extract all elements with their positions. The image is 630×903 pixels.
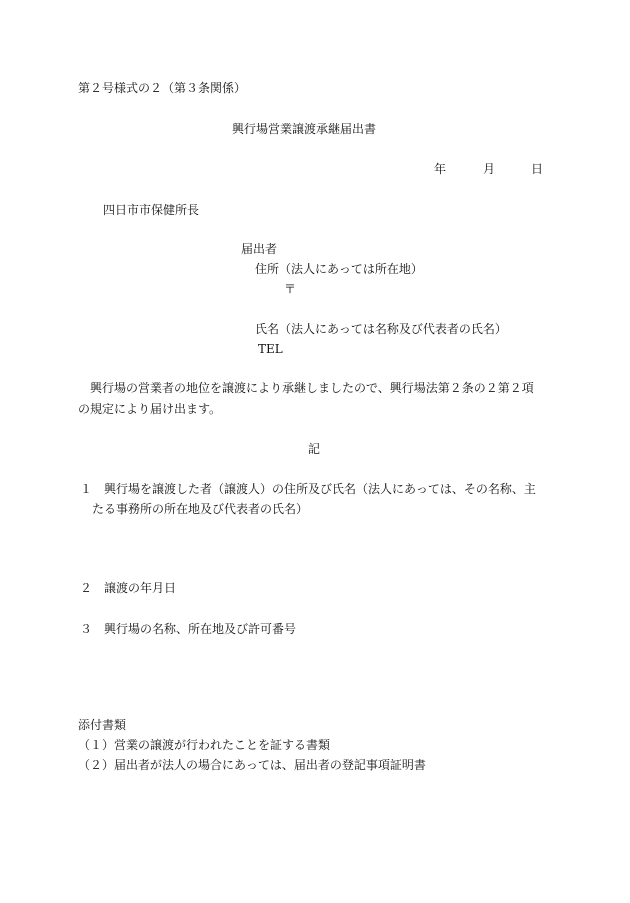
ki-heading: 記 xyxy=(308,442,321,456)
item-3-number: ３ xyxy=(80,622,93,636)
applicant-name-label: 氏名（法人にあっては名称及び代表者の氏名） xyxy=(255,322,507,336)
date-month-label: 月 xyxy=(483,162,496,176)
item-3-text: 興行場の名称、所在地及び許可番号 xyxy=(104,622,297,636)
applicant-address-label: 住所（法人にあっては所在地） xyxy=(255,262,423,276)
attachments-heading: 添付書類 xyxy=(78,718,127,732)
attachment-item-1: （１）営業の譲渡が行われたことを証する書類 xyxy=(78,738,331,752)
date-year-label: 年 xyxy=(434,162,447,176)
item-1-text-line-2: たる事務所の所在地及び代表者の氏名） xyxy=(92,502,309,516)
form-number: 第２号様式の２（第３条関係） xyxy=(78,81,247,95)
date-day-label: 日 xyxy=(531,162,544,176)
item-1-number: １ xyxy=(80,482,93,496)
applicant-heading: 届出者 xyxy=(241,242,278,256)
item-1-text-line-1: 興行場を譲渡した者（譲渡人）の住所及び氏名（法人にあっては、その名称、主 xyxy=(104,482,536,496)
addressee: 四日市市保健所長 xyxy=(103,203,200,217)
form-title: 興行場営業譲渡承継届出書 xyxy=(232,122,377,136)
item-2-text: 譲渡の年月日 xyxy=(104,581,177,595)
body-text-line-1: 興行場の営業者の地位を譲渡により承継しましたので、興行場法第２条の２第２項 xyxy=(90,381,534,395)
applicant-tel-label: TEL xyxy=(258,342,283,356)
item-2-number: ２ xyxy=(80,581,93,595)
postal-code-mark: 〒 xyxy=(284,282,297,296)
attachment-item-2: （２）届出者が法人の場合にあっては、届出者の登記事項証明書 xyxy=(78,758,426,772)
body-text-line-2: の規定により届け出ます。 xyxy=(78,402,222,416)
